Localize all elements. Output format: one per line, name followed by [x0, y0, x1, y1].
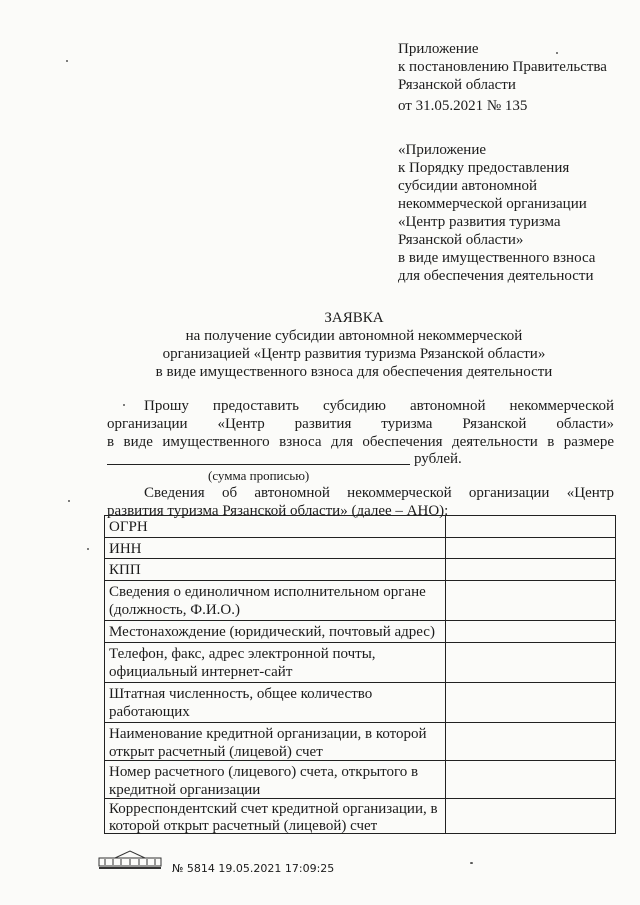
- table-label: ИНН: [109, 541, 142, 557]
- table-label: Сведения о единоличном исполнительном органе: [109, 584, 426, 600]
- table-value-cell: [446, 761, 615, 799]
- table-row: [105, 558, 615, 581]
- scan-speck: [68, 500, 70, 502]
- header-line-3: Рязанской области: [398, 77, 516, 93]
- table-row: [105, 537, 615, 559]
- request-line-4-suffix: рублей.: [414, 451, 462, 467]
- table-label-cell: [105, 799, 446, 834]
- appendix-line-2: к Порядку предоставления: [398, 160, 570, 176]
- title-sub-3: в виде имущественного взноса для обеспечения деятельности: [155, 364, 553, 380]
- scan-speck: [123, 404, 125, 406]
- table-row: [105, 760, 615, 799]
- amount-blank-line: [107, 464, 410, 465]
- table-value-cell: [446, 581, 615, 621]
- appendix-line-6: Рязанской области»: [398, 232, 524, 248]
- header-line-1: Приложение: [398, 41, 479, 57]
- request-line-2: организации «Центр развития туризма Рязанской области»: [107, 416, 614, 432]
- table-value-cell: [446, 683, 615, 723]
- table-label-cell: [105, 761, 446, 799]
- appendix-line-3: субсидии автономной: [398, 178, 538, 194]
- appendix-line-1: «Приложение: [398, 142, 487, 158]
- table-label: Местонахождение (юридический, почтовый адрес): [109, 624, 435, 640]
- title-main: ЗАЯВКА: [324, 310, 384, 326]
- scan-speck: [66, 60, 68, 62]
- info-line-2: развития туризма Рязанской области» (далее – АНО):: [107, 503, 449, 519]
- table-label: Наименование кредитной организации, в которой: [109, 726, 427, 742]
- table-label: Штатная численность, общее количество: [109, 686, 373, 702]
- table-label-cell: [105, 516, 446, 537]
- table-row: [105, 722, 615, 761]
- appendix-line-8: для обеспечения деятельности: [398, 268, 594, 284]
- table-value-cell: [446, 799, 615, 834]
- table-label-cell: [105, 581, 446, 621]
- table-label-cell: [105, 723, 446, 761]
- table-value-cell: [446, 538, 615, 559]
- table-row: [105, 642, 615, 683]
- table-label: ОГРН: [109, 519, 148, 535]
- header-line-4: от 31.05.2021 № 135: [398, 98, 528, 114]
- table-row: [105, 620, 615, 643]
- registration-stamp: № 5814 19.05.2021 17:09:25: [172, 862, 335, 875]
- ano-info-table: [104, 515, 616, 834]
- table-label-cell: [105, 559, 446, 581]
- building-stamp-icon: [95, 848, 165, 870]
- table-label-continued: работающих: [109, 704, 190, 720]
- table-value-cell: [446, 516, 615, 537]
- table-value-cell: [446, 559, 615, 581]
- table-value-cell: [446, 621, 615, 643]
- table-value-cell: [446, 723, 615, 761]
- table-label-cell: [105, 643, 446, 683]
- table-label: Телефон, факс, адрес электронной почты,: [109, 646, 376, 662]
- table-label-continued: (должность, Ф.И.О.): [109, 602, 240, 618]
- table-label-cell: [105, 683, 446, 723]
- appendix-line-5: «Центр развития туризма: [398, 214, 561, 230]
- table-row: [105, 516, 615, 537]
- table-label-continued: открыт расчетный (лицевой) счет: [109, 744, 323, 760]
- table-label-cell: [105, 538, 446, 559]
- table-value-cell: [446, 643, 615, 683]
- table-label-cell: [105, 621, 446, 643]
- table-row: [105, 682, 615, 723]
- request-line-3: в виде имущественного взноса для обеспечения деятельности в размере: [107, 434, 614, 450]
- table-label: КПП: [109, 562, 141, 578]
- scan-speck: [470, 862, 473, 864]
- title-sub-2: организацией «Центр развития туризма Рязанской области»: [162, 346, 546, 362]
- scan-speck: [556, 52, 558, 54]
- table-label: Корреспондентский счет кредитной организации, в: [109, 801, 438, 817]
- title-sub-1: на получение субсидии автономной некоммерческой: [185, 328, 523, 344]
- scan-speck: [87, 548, 89, 550]
- info-line-1: Сведения об автономной некоммерческой организации «Центр: [144, 485, 614, 501]
- table-label: Номер расчетного (лицевого) счета, открытого в: [109, 764, 419, 780]
- table-row: [105, 798, 615, 834]
- amount-caption: (сумма прописью): [208, 468, 310, 483]
- table-label-continued: которой открыт расчетный (лицевой) счет: [109, 818, 378, 834]
- table-label-continued: официальный интернет-сайт: [109, 664, 293, 680]
- header-line-2: к постановлению Правительства: [398, 59, 607, 75]
- table-row: [105, 580, 615, 621]
- table-label-continued: кредитной организации: [109, 782, 261, 798]
- appendix-line-7: в виде имущественного взноса: [398, 250, 596, 266]
- appendix-line-4: некоммерческой организации: [398, 196, 587, 212]
- request-line-1: Прошу предоставить субсидию автономной некоммерческой: [144, 398, 614, 414]
